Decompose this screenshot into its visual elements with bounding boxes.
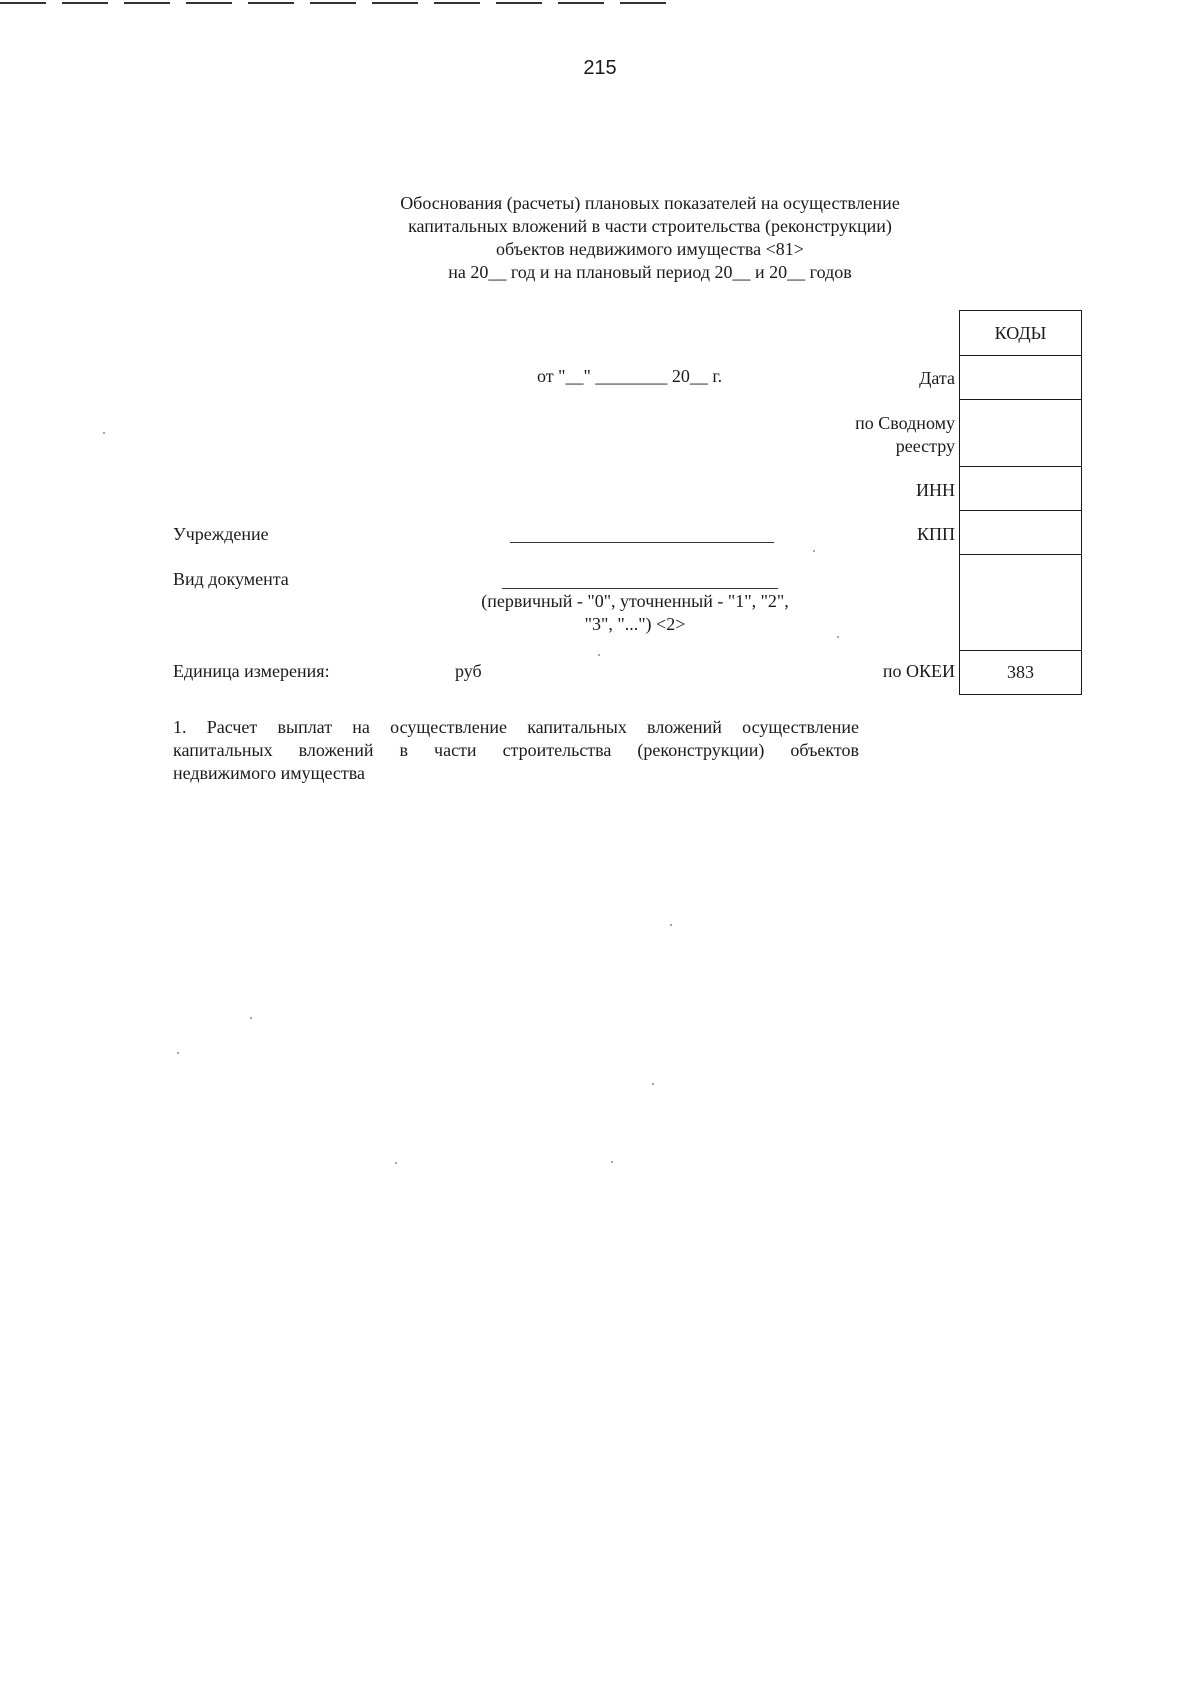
label-svodny-reestr-line1: по Сводному <box>855 413 955 433</box>
scan-speck <box>177 1052 179 1054</box>
unit-label: Единица измерения: <box>173 661 330 681</box>
institution-label: Учреждение <box>173 524 269 544</box>
title-line-4: на 20__ год и на плановый период 20__ и 20__ годов <box>448 262 852 282</box>
institution-underline <box>510 542 774 543</box>
codes-row-svodny-reestr <box>960 400 1082 467</box>
label-okei: по ОКЕИ <box>882 661 955 681</box>
unit-value: руб <box>455 661 482 681</box>
scan-speck <box>837 636 839 638</box>
codes-row-doc-type <box>960 555 1082 651</box>
code-cell-inn <box>960 467 1082 511</box>
section-1-line-1: 1. Расчет выплат на осуществление капитальных вложений осуществление <box>173 717 859 737</box>
label-kpp: КПП <box>916 524 955 544</box>
code-cell-svodny-reestr <box>960 400 1082 467</box>
doc-type-hint-line2: "3", "...") <2> <box>584 614 686 634</box>
scan-speck <box>103 432 105 434</box>
code-cell-kpp <box>960 511 1082 555</box>
section-1-paragraph <box>173 716 859 785</box>
title-line-1: Обоснования (расчеты) плановых показателей на осуществление <box>400 193 900 213</box>
scan-speck <box>250 1017 252 1019</box>
codes-row-inn <box>960 467 1082 511</box>
title-line-2: капитальных вложений в части строительства (реконструкции) <box>408 216 892 236</box>
label-inn: ИНН <box>916 480 955 500</box>
doc-type-label: Вид документа <box>173 569 289 589</box>
code-cell-date <box>960 356 1082 400</box>
codes-row-okei <box>960 651 1082 695</box>
date-line: от "__" ________ 20__ г. <box>537 366 723 386</box>
doc-type-hint-line1: (первичный - "0", уточненный - "1", "2", <box>481 591 789 611</box>
document-title <box>300 192 1000 284</box>
scan-speck <box>813 550 815 552</box>
label-date: Дата <box>919 368 955 388</box>
codes-row-date <box>960 356 1082 400</box>
doc-type-underline <box>502 588 778 589</box>
codes-header: КОДЫ <box>960 311 1082 356</box>
codes-header-row <box>960 311 1082 356</box>
codes-table <box>959 310 1082 695</box>
scan-speck <box>652 1083 654 1085</box>
title-line-3: объектов недвижимого имущества <81> <box>496 239 804 259</box>
codes-row-kpp <box>960 511 1082 555</box>
code-cell-doc-type <box>960 555 1082 651</box>
scan-speck <box>598 654 600 656</box>
scan-speck <box>611 1161 613 1163</box>
scan-speck <box>670 924 672 926</box>
section-1-line-2: капитальных вложений в части строительства (реконструкции) объектов <box>173 740 859 760</box>
code-cell-okei: 383 <box>960 651 1082 695</box>
label-svodny-reestr-line2: реестру <box>895 436 955 456</box>
page-number: 215 <box>583 57 617 79</box>
scan-speck <box>395 1162 397 1164</box>
scan-artifact-top-line <box>0 2 680 4</box>
section-1-line-3: недвижимого имущества <box>173 763 365 783</box>
